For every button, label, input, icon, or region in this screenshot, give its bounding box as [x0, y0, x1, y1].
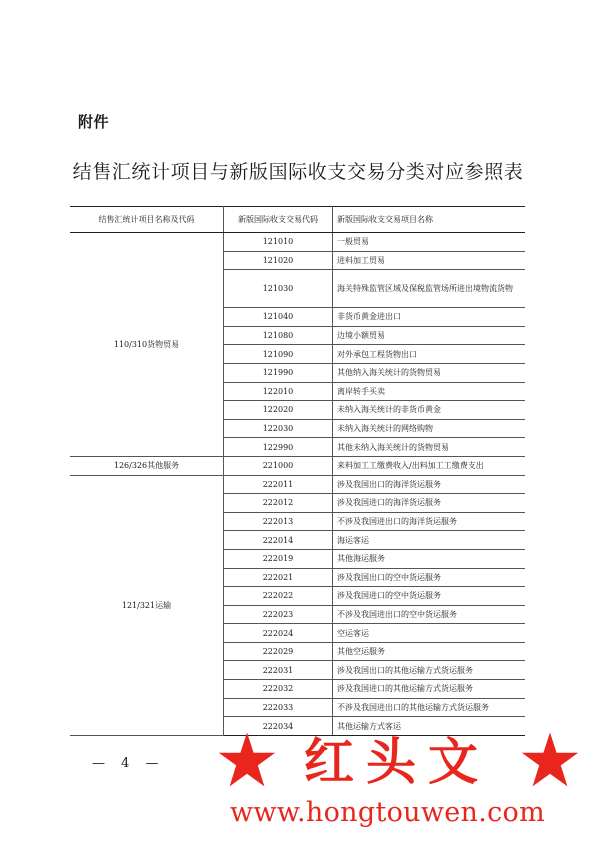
name-cell: 其他纳入海关统计的货物贸易: [333, 363, 526, 382]
table-body: [70, 233, 525, 736]
code-cell: 122020: [224, 401, 333, 420]
star-icon: [520, 730, 580, 790]
table-row: [70, 456, 525, 475]
code-cell: 222013: [224, 512, 333, 531]
code-cell: 222029: [224, 642, 333, 661]
code-cell: 222022: [224, 587, 333, 606]
name-cell: 对外承包工程货物出口: [333, 345, 526, 364]
code-cell: 222011: [224, 475, 333, 494]
name-cell: 离岸转手买卖: [333, 382, 526, 401]
header-name: 新版国际收支交易项目名称: [333, 207, 526, 233]
code-cell: 222023: [224, 605, 333, 624]
name-cell: 涉及我国进口的海洋货运服务: [333, 494, 526, 513]
name-cell: 海关特殊监管区域及保税监管场所进出境物流货物: [333, 270, 526, 308]
name-cell: 涉及我国出口的空中货运服务: [333, 568, 526, 587]
watermark-logo: [205, 728, 570, 798]
code-cell: 122010: [224, 382, 333, 401]
star-icon: [217, 730, 277, 790]
code-cell: 121090: [224, 345, 333, 364]
code-cell: 121020: [224, 251, 333, 270]
code-cell: 122030: [224, 419, 333, 438]
code-cell: 222014: [224, 531, 333, 550]
code-cell: 222033: [224, 698, 333, 717]
name-cell: 未纳入海关统计的网络购物: [333, 419, 526, 438]
name-cell: 涉及我国进口的空中货运服务: [333, 587, 526, 606]
name-cell: 进料加工贸易: [333, 251, 526, 270]
code-cell: 221000: [224, 456, 333, 475]
code-cell: 222034: [224, 717, 333, 736]
document-title: 结售汇统计项目与新版国际收支交易分类对应参照表: [72, 161, 524, 183]
name-cell: 不涉及我国进出口的其他运输方式货运服务: [333, 698, 526, 717]
table-header-row: [70, 207, 525, 233]
table-row: [70, 233, 525, 252]
name-cell: 边境小额贸易: [333, 326, 526, 345]
name-cell: 未纳入海关统计的非货币黄金: [333, 401, 526, 420]
star-left-shape: [219, 732, 275, 786]
code-cell: 222019: [224, 549, 333, 568]
attachment-label: 附件: [78, 113, 110, 131]
code-cell: 222031: [224, 661, 333, 680]
name-cell: 其他空运服务: [333, 642, 526, 661]
star-right-shape: [522, 732, 578, 786]
watermark-text: 红头文: [304, 732, 490, 791]
code-cell: 122990: [224, 438, 333, 457]
code-cell: 222021: [224, 568, 333, 587]
code-cell: 222024: [224, 624, 333, 643]
name-cell: 涉及我国进口的其他运输方式货运服务: [333, 680, 526, 699]
name-cell: 非货币黄金进出口: [333, 308, 526, 327]
code-cell: 121080: [224, 326, 333, 345]
code-cell: 121990: [224, 363, 333, 382]
name-cell: 不涉及我国进出口的海洋货运服务: [333, 512, 526, 531]
watermark: [205, 726, 570, 836]
code-cell: 222012: [224, 494, 333, 513]
code-cell: 121030: [224, 270, 333, 308]
category-cell: 126/326其他服务: [70, 456, 224, 475]
name-cell: 来料加工工缴费收入/出料加工工缴费支出: [333, 456, 526, 475]
name-cell: 涉及我国出口的其他运输方式货运服务: [333, 661, 526, 680]
name-cell: 其他运输方式客运: [333, 717, 526, 736]
header-category: 结售汇统计项目名称及代码: [70, 207, 224, 233]
name-cell: 海运客运: [333, 531, 526, 550]
header-code: 新版国际收支交易代码: [224, 207, 333, 233]
name-cell: 涉及我国出口的海洋货运服务: [333, 475, 526, 494]
name-cell: 一般贸易: [333, 233, 526, 252]
name-cell: 空运客运: [333, 624, 526, 643]
code-cell: 121010: [224, 233, 333, 252]
page-number: — 4 —: [92, 756, 165, 771]
code-cell: 121040: [224, 308, 333, 327]
name-cell: 其他未纳入海关统计的货物贸易: [333, 438, 526, 457]
mapping-table: [70, 206, 525, 736]
watermark-url: www.hongtouwen.com: [230, 797, 545, 828]
code-cell: 222032: [224, 680, 333, 699]
category-cell: 121/321运输: [70, 475, 224, 735]
table-row: [70, 475, 525, 494]
category-cell: 110/310货物贸易: [70, 233, 224, 457]
name-cell: 不涉及我国进出口的空中货运服务: [333, 605, 526, 624]
name-cell: 其他海运服务: [333, 549, 526, 568]
